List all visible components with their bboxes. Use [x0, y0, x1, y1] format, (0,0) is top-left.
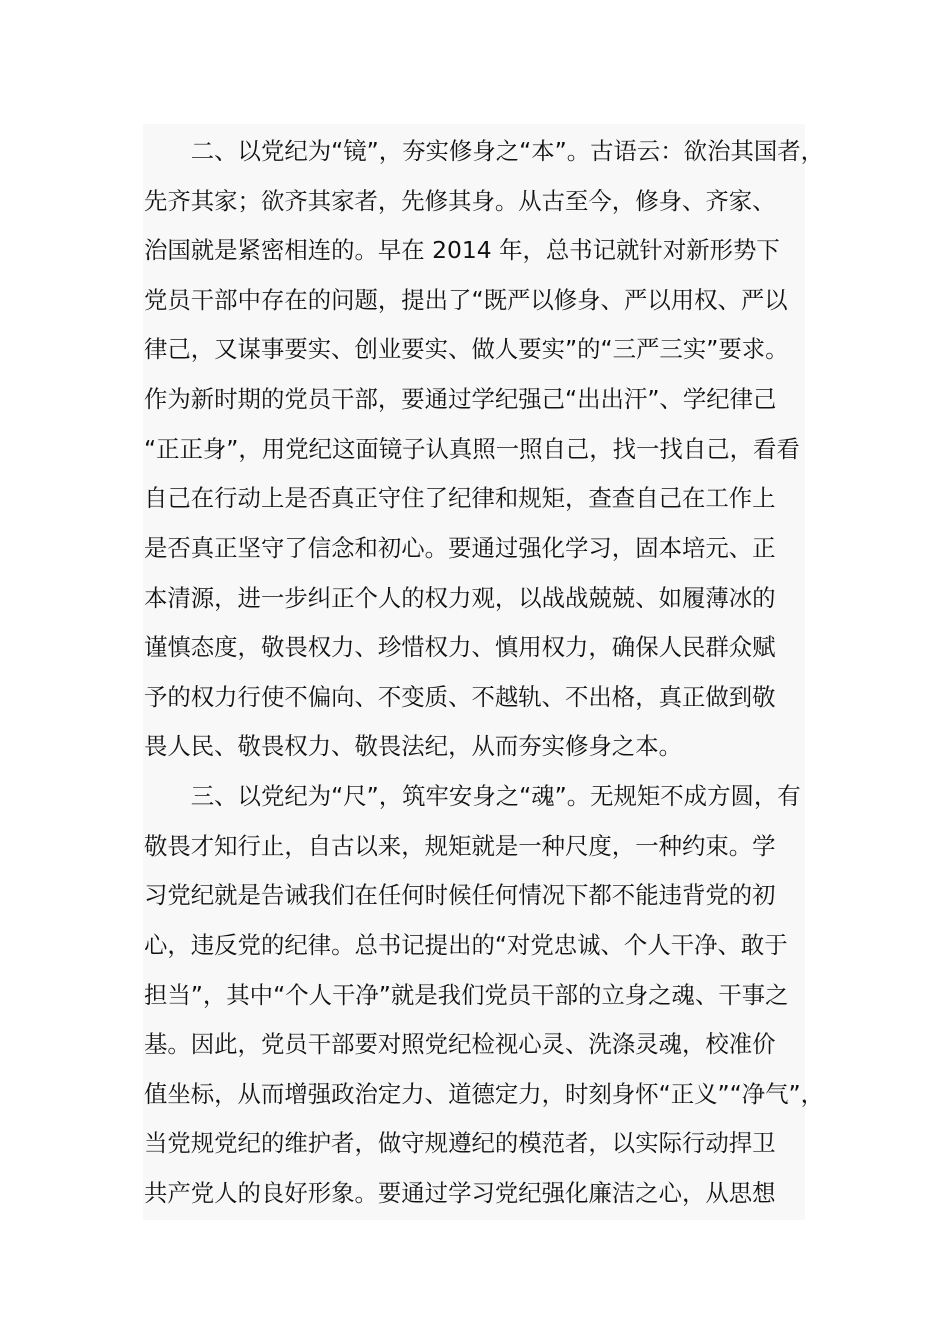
text-line: 担当”，其中“个人干净”就是我们党员干部的立身之魂、干事之: [144, 981, 789, 1009]
text-line: 当党规党纪的维护者，做守规遵纪的模范者，以实际行动捍卫: [144, 1129, 776, 1157]
text-line: 谨慎态度，敬畏权力、珍惜权力、慎用权力，确保人民群众赋: [144, 633, 776, 661]
text-line: 先齐其家；欲齐其家者，先修其身。从古至今，修身、齐家、: [144, 187, 776, 215]
text-line: 二、以党纪为“镜”，夯实修身之“本”。古语云：欲治其国者，: [144, 137, 825, 165]
text-line: 共产党人的良好形象。要通过学习党纪强化廉洁之心，从思想: [144, 1179, 776, 1207]
text-line: 予的权力行使不偏向、不变质、不越轨、不出格，真正做到敬: [144, 683, 776, 711]
text-line: 值坐标，从而增强政治定力、道德定力，时刻身怀“正义”“净气”，: [144, 1080, 825, 1108]
text-line: 畏人民、敬畏权力、敬畏法纪，从而夯实修身之本。: [144, 732, 682, 760]
text-line: 自己在行动上是否真正守住了纪律和规矩，查查自己在工作上: [144, 484, 776, 512]
text-line: 党员干部中存在的问题，提出了“既严以修身、严以用权、严以: [144, 286, 788, 314]
text-line: 三、以党纪为“尺”，筑牢安身之“魂”。无规矩不成方圆，有: [144, 782, 801, 810]
text-line: 律己，又谋事要实、创业要实、做人要实”的“三严三实”要求。: [144, 335, 789, 363]
text-line: 习党纪就是告诫我们在任何时候任何情况下都不能违背党的初: [144, 881, 776, 909]
text-line: 本清源，进一步纠正个人的权力观，以战战兢兢、如履薄冰的: [144, 584, 776, 612]
text-line: 心，违反党的纪律。总书记提出的“对党忠诚、个人干净、敢于: [144, 931, 788, 959]
text-line: 是否真正坚守了信念和初心。要通过强化学习，固本培元、正: [144, 534, 776, 562]
text-line: 作为新时期的党员干部，要通过学纪强己“出出汗”、学纪律己: [144, 385, 777, 413]
text-line: 治国就是紧密相连的。早在 2014 年，总书记就针对新形势下: [144, 236, 780, 264]
text-line: 敬畏才知行止，自古以来，规矩就是一种尺度，一种约束。学: [144, 832, 776, 860]
text-line: “正正身”，用党纪这面镜子认真照一照自己，找一找自己，看看: [144, 435, 800, 463]
text-line: 基。因此，党员干部要对照党纪检视心灵、洗涤灵魂，校准价: [144, 1030, 776, 1058]
